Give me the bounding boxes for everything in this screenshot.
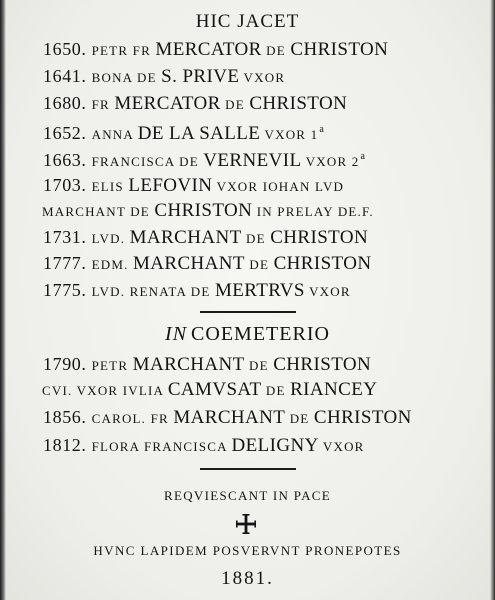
epitaph-text: VXOR [318,439,365,454]
epitaph-text: DE [285,411,314,426]
epitaph-text: FR [91,97,115,112]
epitaph-text: DE [261,383,291,398]
epitaph-text: PETR [91,358,133,373]
surname-text: S. PRIVE [161,66,240,87]
surname-text: CHRISTON [313,407,412,428]
ordinal-superscript: a [319,124,325,135]
burial-year: 1703. [43,175,92,195]
epitaph-text: IN PRELAY DE.F. [252,204,374,219]
burial-year: 1790. [43,354,92,374]
epitaph-line [43,91,347,117]
heading-word: COEMETERIO [191,323,330,345]
epitaph-text: PETR FR [91,43,156,58]
epitaph-text: BONA DE [91,70,162,85]
epitaph-text: VXOR 2 [301,154,360,169]
ordinal-superscript: a [360,151,366,162]
surname-text: MARCHANT [132,354,245,375]
epitaph-line [43,118,324,147]
surname-text: VERNEVIL [203,150,302,171]
cross-pattee-icon [234,512,258,536]
surname-text: MERCATOR [114,93,221,114]
epitaph-line [42,199,374,224]
epitaph-text: DE [244,257,274,272]
epitaph-text: CAROL. FR [91,411,174,426]
surname-text: MERTRVS [214,280,305,301]
epitaph-line [43,37,388,63]
divider-rule [200,468,296,470]
dedication-text: HVNC LAPIDEM POSVERVNT PRONEPOTES [93,543,402,558]
burial-year: 1663. [43,150,92,170]
epitaph-text: DE [220,97,250,112]
requiescant-text: REQVIESCANT IN PACE [164,488,331,503]
epitaph-text: CVI. VXOR IVLIA [42,383,168,398]
surname-text: MARCHANT [133,253,245,274]
epitaph-text: FRANCISCA DE [91,154,204,169]
surname-text: MARCHANT [173,407,286,428]
surname-text: MARCHANT [129,227,242,248]
epitaph-text: VXOR [239,70,286,85]
divider-rule [200,311,296,313]
burial-year: 1652. [43,123,92,143]
heading-hic-jacet: HIC JACET [195,11,300,32]
epitaph-text: EDM. [91,257,133,272]
epitaph-text: VXOR 1 [260,127,319,142]
surname-text: CHRISTON [249,93,348,114]
epitaph-text: ANNA [91,127,138,142]
epitaph-line [43,251,371,277]
right-edge-shadow [490,0,495,600]
surname-text: RIANCEY [290,379,378,400]
burial-year: 1641. [43,66,92,86]
surname-text: CAMVSAT [167,379,262,400]
surname-text: CHRISTON [290,39,389,60]
burial-year: 1680. [43,93,92,113]
burial-year: 1812. [43,435,92,455]
burial-year: 1731. [43,227,92,247]
surname-text: DELIGNY [231,435,319,456]
surname-text: DE LA SALLE [137,123,261,144]
heading-prefix: IN [165,323,188,345]
epitaph-text: MARCHANT DE [42,204,155,219]
surname-text: CHRISTON [270,227,369,248]
epitaph-text: ELIS [91,179,129,194]
epitaph-line [42,378,377,403]
epitaph-line [43,64,285,90]
epitaph-line [43,405,412,431]
epitaph-text: DE [244,358,274,373]
burial-year: 1777. [43,253,92,273]
epitaph-line [43,433,365,459]
epitaph-text: LVD. RENATA DE [91,284,215,299]
burial-year: 1856. [43,407,92,427]
burial-year: 1650. [43,39,92,59]
epitaph-text: LVD. [91,231,130,246]
epitaph-text: DE [241,231,271,246]
surname-text: CHRISTON [273,354,372,375]
epitaph-line [43,145,366,174]
burial-year: 1775. [43,280,92,300]
epitaph-line [43,352,371,378]
surname-text: MERCATOR [155,39,262,60]
epitaph-text: VXOR IOHAN LVD [212,179,345,194]
dedication-date: 1881. [221,568,274,589]
surname-text: LEFOVIN [128,175,213,196]
epitaph-line [43,173,344,199]
epitaph-text: VXOR [304,284,351,299]
epitaph-line [43,278,351,304]
heading-in-coemeterio [0,323,495,346]
surname-text: CHRISTON [273,253,372,274]
left-edge-shadow [0,0,6,600]
epitaph-line [43,225,368,251]
epitaph-text: FLORA FRANCISCA [91,439,232,454]
epitaph-text: DE [261,43,291,58]
surname-text: CHRISTON [154,200,253,221]
